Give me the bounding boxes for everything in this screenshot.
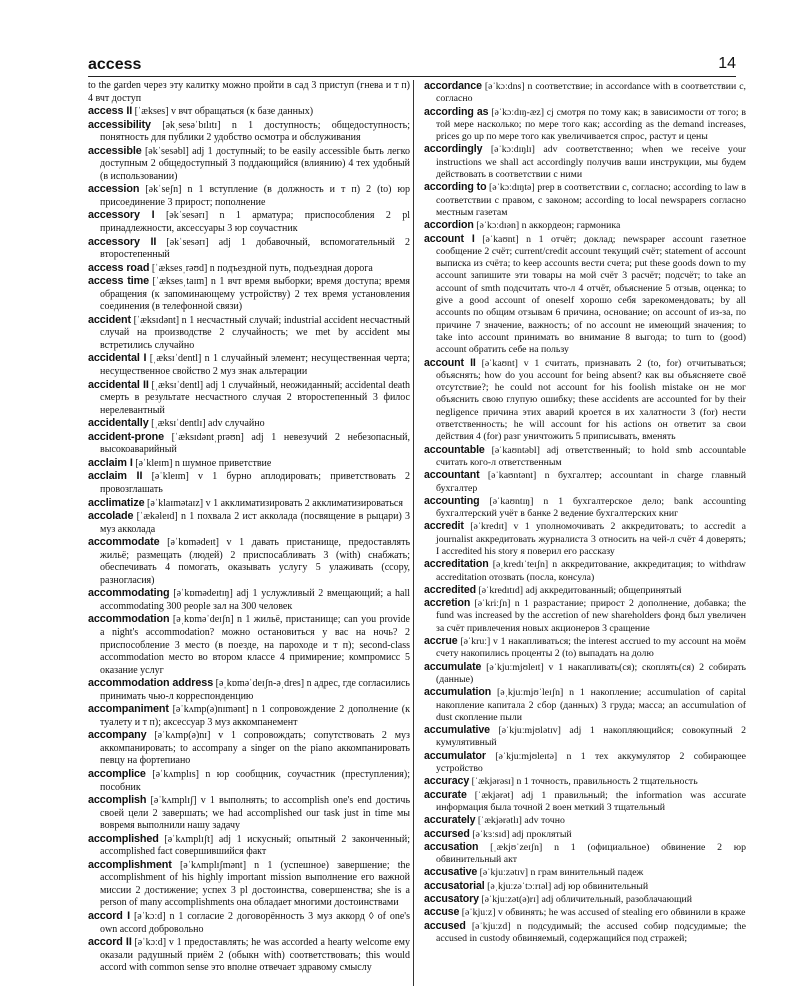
dictionary-entry xyxy=(88,910,410,936)
dictionary-entry xyxy=(424,775,746,788)
dictionary-entry xyxy=(424,597,746,635)
entry-headword: accuse xyxy=(424,906,460,919)
dictionary-entry xyxy=(424,893,746,906)
entry-headword: accomplish xyxy=(88,794,147,807)
dictionary-entry xyxy=(88,262,410,276)
entry-headword: accidentally xyxy=(88,417,149,430)
entry-headword: accomplished xyxy=(88,832,159,845)
page-header xyxy=(88,56,736,77)
dictionary-entry xyxy=(424,558,746,584)
entry-headword: accumulative xyxy=(424,724,490,737)
entry-headword: accusation xyxy=(424,840,479,853)
entry-headword: acclaim II xyxy=(88,470,143,483)
dictionary-entry xyxy=(424,635,746,661)
dictionary-entry xyxy=(424,80,746,106)
dictionary-entry xyxy=(424,920,746,946)
dictionary-entry xyxy=(424,444,746,470)
dictionary-entry xyxy=(88,183,410,209)
entry-definition: [əkˌsesəˈbɪlɪtɪ] n 1 доступность; общедоступность; понятность для публики 2 удобство осмотра и обслуживания xyxy=(100,119,411,144)
entry-headword: accumulator xyxy=(424,749,486,762)
entry-headword: accord II xyxy=(88,936,132,949)
dictionary-entry xyxy=(88,859,410,910)
dictionary-entry xyxy=(424,495,746,521)
entry-definition: [əˈkɒmədeɪt] v 1 давать пристанище, предоставлять жильё; размещать (людей) 2 приспосабливать 3 (with) снабжать; обеспечивать 4 помогать, оказывать услугу 5 улаживать (ссору, разногласия) xyxy=(100,537,410,586)
entry-definition: [əˈkjuːzd] n подсудимый; the accused собир подсудимые; the accused in custody обвиняемый, содержащийся под стражей; xyxy=(436,920,746,944)
entry-definition: [əˈkaʊnt] n 1 отчёт; доклад; newspaper account газетное сообщение 2 счёт; current/credit account текущий счёт; statement of account выписка из счёта; to keep accounts вести счета; put these goods down to my account запишите эти товары на мой счёт 3 расчёт; подсчёт; to take an account of smth подсчитать что-л 4 отчёт, объяснение 5 отзыв, оценка; to give a good account of oneself хорошо себя зарекомендовать; by all accounts по общим отзывам 6 причина, основание; on account of из-за, по причине 7 значение, важность; of no account не имеющий значения; to take into account принимать во внимание 8 выгода; to turn to (good) account обратить себе на пользу xyxy=(436,233,746,356)
entry-headword: acclimatize xyxy=(88,496,145,509)
entry-definition: [əˈkredɪt] v 1 уполномочивать 2 аккредитовать; to accredit a journalist аккредитовать журналиста 3 относить на чей-л счёт 4 доверять; I accredited his story я поверил его рассказу xyxy=(436,521,746,557)
entry-definition: [əˈkʌmp(ə)nɪ] v 1 сопровождать; сопутствовать 2 муз аккомпанировать; to accompany a singer on the piano аккомпанировать певцу на фортепиано xyxy=(100,730,411,767)
entry-definition: [əˈklaɪmətaɪz] v 1 акклиматизировать 2 акклиматизироваться xyxy=(147,497,403,509)
entry-headword: accused xyxy=(424,919,466,932)
entry-headword: accommodation xyxy=(88,613,170,626)
entry-headword: accommodation address xyxy=(88,677,214,690)
dictionary-entry xyxy=(88,833,410,859)
entry-headword: accolade xyxy=(88,510,134,523)
entry-definition: [əˈkaʊnt] v 1 считать, признавать 2 (to, for) отчитываться; объяснять; how do you account for being absent? как вы объясняете своё отсутствие?; he could not account for his foolish mistake он не мог объяснить свою глупую ошибку; these accidents are accounted for by their negligence причина этих аварий кроется в их халатности 3 (for) нести ответственность; he will account for his actions он ответит за свои действия 4 (for) разг уничтожить 5 приписывать, вменять xyxy=(436,357,747,443)
dictionary-entry xyxy=(424,357,746,444)
entry-definition: [ˈækjərət] adj 1 правильный; the information was accurate информация была точной 2 воен меткий 3 тщательный xyxy=(436,789,746,813)
dictionary-entry xyxy=(424,841,746,867)
dictionary-entry xyxy=(88,119,410,145)
dictionary-entry xyxy=(88,431,410,457)
dictionary-entry xyxy=(424,686,746,724)
dictionary-entry xyxy=(424,750,746,776)
entry-definition: [əˈkjuːzət(ə)rɪ] adj обличительный, разоблачающий xyxy=(481,894,692,905)
entry-definition: [əˈkriːʃn] n 1 разрастание; прирост 2 дополнение, добавка; the fund was increased by the accretion of new shareholders фонд был увеличен за счёт привлечения новых акционеров 3 сращение xyxy=(436,598,747,634)
entry-definition: [əˈkleɪm] n шумное приветствие xyxy=(135,457,272,469)
entry-definition: [əˈkʌmplɪʃ] v 1 выполнять; to accomplish one's end достичь своей цели 2 завершать; we had accomplished our task just in time мы вовремя выполнили нашу задачу xyxy=(100,795,410,832)
dictionary-entry xyxy=(88,587,410,613)
entry-definition: [ˈækses] v вчт обращаться (к базе данных) xyxy=(134,106,314,118)
dictionary-entry xyxy=(88,379,410,418)
entry-definition: [əˈkaʊntənt] n бухгалтер; accountant in charge главный бухгалтер xyxy=(436,470,746,494)
dictionary-entry xyxy=(424,880,746,893)
entry-headword: accompaniment xyxy=(88,703,169,716)
entry-headword: accredited xyxy=(424,583,476,596)
entry-headword: accomplice xyxy=(88,767,146,780)
entry-headword: accuracy xyxy=(424,775,470,788)
page-number: 14 xyxy=(718,55,736,72)
dictionary-entry xyxy=(88,729,410,768)
right-column xyxy=(424,80,746,945)
entry-definition: [ˈæksesˌrəʊd] n подъездной путь, подъездная дорога xyxy=(151,262,373,274)
entry-definition: [əˈkɜːsɪd] adj проклятый xyxy=(472,828,572,840)
entry-definition: [əˌkɒməˈdeɪʃn-əˌdres] n адрес, где согласились принимать чью-л корреспонденцию xyxy=(100,678,410,702)
entry-definition: [ˌæksɪˈdentlɪ] adv случайно xyxy=(151,418,265,430)
dictionary-entry xyxy=(88,105,410,119)
running-headword: access xyxy=(88,56,142,73)
entry-headword: account I xyxy=(424,232,475,245)
dictionary-entry xyxy=(88,352,410,378)
dictionary-entry xyxy=(88,209,410,235)
entry-definition: [əˈkjuːmjʊleɪtə] n 1 тех аккумулятор 2 собирающее устройство xyxy=(436,750,746,775)
entry-definition: [əˈkɔːdɪŋtə] prep в соответствии с, согласно; according to law в соответствии с правом, с законом; according to local newspapers согласно местным газетам xyxy=(436,182,746,218)
dictionary-entry xyxy=(88,470,410,496)
entry-headword: accident-prone xyxy=(88,430,164,443)
dictionary-entry xyxy=(88,457,410,471)
entry-definition: to the garden через эту калитку можно пройти в сад 3 приступ (гнева и т п) 4 вчт доступ xyxy=(88,80,410,104)
dictionary-entry xyxy=(424,233,746,357)
entry-definition: [ˈækjərətlɪ] adv точно xyxy=(477,815,565,827)
entry-headword: according to xyxy=(424,181,487,194)
entry-headword: accusatory xyxy=(424,893,479,905)
dictionary-entry xyxy=(424,143,746,181)
entry-headword: accumulate xyxy=(424,660,482,673)
entry-headword: accumulation xyxy=(424,686,492,699)
dictionary-entry xyxy=(88,80,410,105)
entry-headword: acclaim I xyxy=(88,456,133,469)
dictionary-entry xyxy=(88,536,410,587)
entry-headword: accredit xyxy=(424,520,464,533)
entry-definition: [ˈæksɪdənt] n 1 несчастный случай; industrial accident несчастный случай на производстве 2 случайность; we met by accident мы встретились случайно xyxy=(100,314,410,351)
entry-headword: accomplishment xyxy=(88,858,172,871)
dictionary-entry xyxy=(88,275,410,314)
dictionary-entry xyxy=(424,724,746,750)
entry-headword: accordance xyxy=(424,80,482,92)
dictionary-entry xyxy=(424,106,746,144)
entry-definition: [əˈkaʊntɪŋ] n 1 бухгалтерское дело; bank accounting бухгалтерский учёт в банке 2 ведение бухгалтерских книг xyxy=(436,495,747,520)
dictionary-entry xyxy=(88,510,410,536)
entry-definition: [əˈkjuːzətɪv] n грам винительный падеж xyxy=(479,867,644,879)
entry-headword: accessory I xyxy=(88,209,155,222)
entry-headword: accessibility xyxy=(88,118,151,131)
entry-headword: access time xyxy=(88,275,150,288)
entry-definition: [əˈkleɪm] v 1 бурно аплодировать; приветствовать 2 провозглашать xyxy=(100,471,410,495)
dictionary-entry xyxy=(424,219,746,232)
entry-headword: accounting xyxy=(424,494,480,507)
dictionary-entry xyxy=(424,906,746,919)
column-divider xyxy=(413,80,414,986)
dictionary-entry xyxy=(424,661,746,687)
entry-headword: according as xyxy=(424,105,489,118)
entry-headword: accessible xyxy=(88,144,142,157)
entry-definition: [əˈkredɪtɪd] adj аккредитованный; общепринятый xyxy=(478,584,682,596)
entry-definition: [əˈkɔːdɪŋ-æz] cj смотря по тому как; в зависимости от того; в той мере насколько; по мере того как; according as the demand increases, prices go up по мере того как увеличивается спрос, растут и цены xyxy=(436,106,746,143)
entry-headword: accordingly xyxy=(424,143,483,156)
entry-headword: account II xyxy=(424,356,476,369)
entry-definition: [əˈkʌmplɪʃmənt] n 1 (успешное) завершение; the accomplishment of his highly important mission выполнение его важной миссии 2 достижение; успех 3 pl достоинства, совершенства; she is a person of many accomplishments она обладает многими достоинствами xyxy=(100,859,410,909)
entry-headword: access II xyxy=(88,105,133,118)
entry-headword: accommodate xyxy=(88,536,160,549)
entry-definition: [əˌkredɪˈteɪʃn] n аккредитование, аккредитация; to withdraw accreditation отозвать (посла, консула) xyxy=(436,559,746,583)
entry-definition: [əˌkɒməˈdeɪʃn] n 1 жильё, пристанище; can you provide a night's accommodation? можно остановиться у вас на ночь? 2 приспособление 3 место (в поезде, на пароходе и т п); second-class accommodation место во втором классе 4 примирение; компромисс 5 оказание услуг xyxy=(100,614,410,676)
entry-headword: accommodating xyxy=(88,587,170,600)
entry-definition: [ˈækəleɪd] n 1 похвала 2 ист акколада (посвящение в рыцари) 3 муз акколада xyxy=(100,511,411,535)
left-column xyxy=(88,80,410,975)
dictionary-entry xyxy=(88,236,410,262)
entry-definition: [ˈæksesˌtaɪm] n 1 вчт время выборки; время доступа; время обращения (к запоминающему устройству) 2 тех время установления соединения (в телефонной связи) xyxy=(100,276,411,313)
entry-definition: [əkˈseʃn] n 1 вступление (в должность и т п) 2 (to) юр присоединение 3 прирост; пополнение xyxy=(100,184,410,208)
entry-headword: accident xyxy=(88,313,132,326)
dictionary-entry xyxy=(424,828,746,841)
entry-headword: accompany xyxy=(88,729,147,742)
dictionary-entry xyxy=(88,314,410,353)
dictionary-entry xyxy=(88,768,410,794)
entry-definition: [əˈkɔːdɪən] n аккордеон; гармоника xyxy=(476,220,621,232)
entry-headword: access road xyxy=(88,261,150,274)
entry-headword: accord I xyxy=(88,910,131,922)
entry-definition: [ˌæksɪˈdentl] n 1 случайный элемент; несущественная черта; несущественное свойство 2 муз знак альтерации xyxy=(100,353,411,378)
entry-definition: [əˈkʌmplɪʃt] adj 1 искусный; опытный 2 законченный; accomplished fact совершившийся факт xyxy=(100,833,410,858)
dictionary-entry xyxy=(424,584,746,597)
dictionary-entry xyxy=(88,613,410,677)
entry-headword: accretion xyxy=(424,597,471,610)
entry-definition: [əˈkʌmplɪs] n юр сообщник, соучастник (преступления); пособник xyxy=(100,768,410,793)
dictionary-entry xyxy=(88,936,410,975)
entry-definition: [əˈkaʊntəbl] adj ответственный; to hold smb accountable считать кого-л ответственным xyxy=(436,444,747,468)
entry-definition: [ˌækjʊˈzeɪʃn] n 1 (официальное) обвинение 2 юр обвинительный акт xyxy=(436,841,746,866)
entry-definition: [əˈkɔːd] v 1 предоставлять; he was accorded a hearty welcome ему оказали радушный приём 2 (обыкн with) соответствовать; this would accord with common sense это вполне отвечает здравому смыслу xyxy=(100,937,410,974)
entry-headword: accreditation xyxy=(424,558,489,571)
entry-definition: [əˌkjuːmjʊˈleɪʃn] n 1 накопление; accumulation of capital накопление капитала 2 сбор (данных) 3 груда; масса; an accumulation of dust скопление пыли xyxy=(436,687,746,723)
dictionary-entry xyxy=(424,789,746,815)
entry-definition: [ˈækjərəsɪ] n 1 точность, правильность 2 тщательность xyxy=(471,776,698,788)
entry-definition: [əˌkjuːzəˈtɔːrɪəl] adj юр обвинительный xyxy=(487,880,649,892)
dictionary-entry xyxy=(424,181,746,219)
entry-headword: accidental II xyxy=(88,378,149,391)
entry-headword: accrue xyxy=(424,635,458,648)
dictionary-entry xyxy=(424,814,746,827)
entry-definition: [əkˈsesərɪ] n 1 арматура; приспособления 2 pl принадлежности, аксессуары 3 юр соучастник xyxy=(100,210,410,235)
dictionary-entry xyxy=(88,703,410,729)
entry-definition: [əˈkjuːmjʊlətɪv] adj 1 накопляющийся; совокупный 2 кумулятивный xyxy=(436,725,747,749)
dictionary-entry xyxy=(88,145,410,184)
entry-headword: accountable xyxy=(424,443,485,456)
entry-definition: [əˈkɔːd] n 1 согласие 2 договорённость 3 муз аккорд ◊ of one's own accord добровольно xyxy=(100,911,411,935)
entry-headword: accurately xyxy=(424,814,476,827)
entry-definition: [əˈkjuːz] v обвинять; he was accused of stealing его обвинили в краже xyxy=(461,907,746,919)
entry-definition: [əˈkʌmp(ə)nɪmənt] n 1 сопровождение 2 дополнение (к туалету и т п); аксессуар 3 муз аккомпанемент xyxy=(100,704,410,728)
entry-headword: accountant xyxy=(424,469,480,482)
dictionary-entry xyxy=(424,520,746,558)
dictionary-entry xyxy=(88,677,410,703)
dictionary-entry xyxy=(424,866,746,879)
entry-definition: [əkˈsesəbl] adj 1 доступный; to be easily accessible быть легко доступным 2 общедоступный 3 поддающийся (влиянию) 4 тех удобный (в использовании) xyxy=(100,145,411,182)
dictionary-entry xyxy=(88,794,410,833)
entry-headword: accusative xyxy=(424,866,478,879)
entry-headword: accidental I xyxy=(88,352,147,365)
entry-headword: accurate xyxy=(424,788,467,801)
entry-headword: accession xyxy=(88,183,140,196)
dictionary-entry xyxy=(424,469,746,495)
entry-headword: accordion xyxy=(424,219,474,232)
entry-definition: [əˈkruː] v 1 накапливаться; the interest accrued to my account на моём счету накопились проценты 2 (to) выпадать на долю xyxy=(436,636,746,660)
entry-definition: [əˈkɔːdɪŋlɪ] adv соответственно; when we receive your instructions we shall act accordingly получив ваши инструкции, мы будем действовать в соответствии с ними xyxy=(436,144,747,181)
entry-definition: [ˌæksɪˈdentl] adj 1 случайный, неожиданный; accidental death смерть в результате несчастного случая 2 второстепенный 3 филос нерелевантный xyxy=(100,379,410,416)
entry-headword: accusatorial xyxy=(424,879,485,892)
entry-definition: [ˈæksɪdəntˌprəʊn] adj 1 невезучий 2 небезопасный, высокоаварийный xyxy=(100,431,411,456)
entry-definition: [əkˈsesərɪ] adj 1 добавочный, вспомогательный 2 второстепенный xyxy=(100,236,410,261)
dictionary-entry xyxy=(88,417,410,431)
entry-definition: [əˈkjuːmjʊleɪt] v 1 накапливать(ся); скоплять(ся) 2 собирать (данные) xyxy=(436,661,746,685)
entry-headword: accessory II xyxy=(88,235,157,248)
entry-definition: [əˈkɒmədeɪtɪŋ] adj 1 услужливый 2 вмещающий; a hall accommodating 300 people зал на 300 человек xyxy=(100,588,410,612)
entry-headword: accursed xyxy=(424,827,470,840)
dictionary-entry xyxy=(88,497,410,511)
entry-definition: [əˈkɔːdns] n соответствие; in accordance with в соответствии с, согласно xyxy=(436,81,746,105)
